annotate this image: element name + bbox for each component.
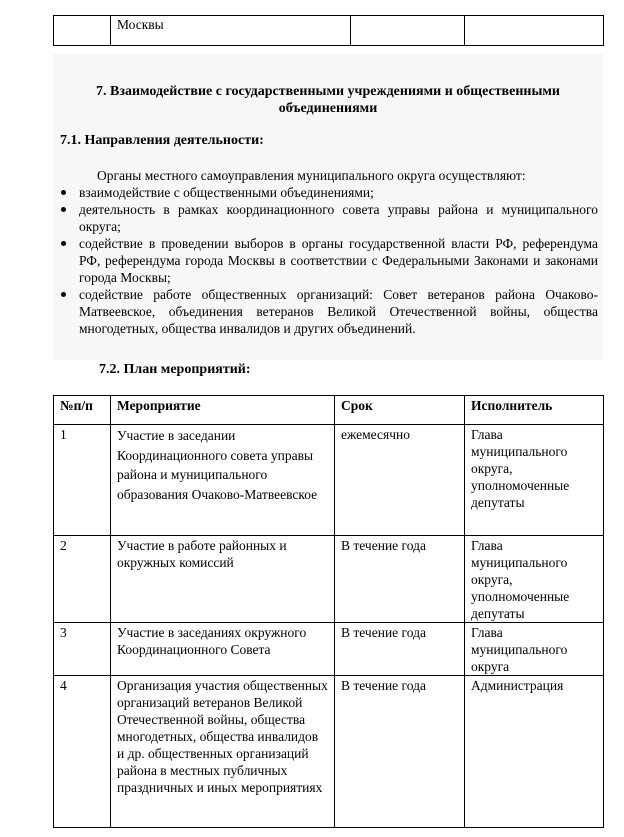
row-executor: Администрация [465,676,604,828]
bullet-icon [61,190,66,195]
activity-list [60,184,598,337]
list-item-text: содействие работе общественных организаций: Совет ветеранов района Очаково-Матвеевское, объединения ветеранов Великой Отечественной войны, общества многодетных, общества инвалидов и других объединений. [79,287,598,336]
plan-table [53,395,604,828]
row-number: 1 [54,425,111,536]
column-header-executor: Исполнитель [465,396,604,425]
list-item [60,286,598,337]
row-term: В течение года [335,536,465,623]
list-item-text: взаимодействие с общественными объединениями; [79,185,374,200]
previous-table-fragment [53,15,604,46]
list-item [60,235,598,286]
row-term: В течение года [335,676,465,828]
table-row [54,16,604,46]
table-row [54,425,604,536]
table-cell [465,16,604,46]
section-title: 7. Взаимодействие с государственными учреждениями и общественными объединениями [96,84,560,116]
column-header-number: №п/п [54,396,111,425]
column-header-term: Срок [335,396,465,425]
table-cell: Москвы [111,16,351,46]
table-header-row [54,396,604,425]
intro-paragraph: Органы местного самоуправления муниципального округа осуществляют: [97,168,526,183]
row-event: Участие в заседании Координационного совета управы района и муниципального образования Очаково-Матвеевское [111,425,335,536]
table-row [54,676,604,828]
row-executor: Глава муниципального округа [465,623,604,676]
row-term: В течение года [335,623,465,676]
table-cell [351,16,465,46]
list-item [60,184,598,201]
bullet-icon [61,207,66,212]
subsection-title: 7.1. Направления деятельности: [60,133,264,148]
row-event: Участие в работе районных и окружных комиссий [111,536,335,623]
row-number: 4 [54,676,111,828]
row-executor: Глава муниципального округа, уполномоченные депутаты [465,425,604,536]
row-event: Участие в заседаниях окружного Координационного Совета [111,623,335,676]
row-event: Организация участия общественных организаций ветеранов Великой Отечественной войны, общества многодетных, общества инвалидов и др. общественных организаций района в местных публичных праздничных и иных мероприятиях [111,676,335,828]
row-executor: Глава муниципального округа, уполномоченные депутаты [465,536,604,623]
bullet-icon [61,241,66,246]
row-number: 2 [54,536,111,623]
column-header-event: Мероприятие [111,396,335,425]
row-number: 3 [54,623,111,676]
plan-title: 7.2. План мероприятий: [99,362,251,377]
table-cell [54,16,111,46]
table-row [54,536,604,623]
bullet-icon [61,292,66,297]
row-term: ежемесячно [335,425,465,536]
list-item-text: деятельность в рамках координационного совета управы района и муниципального округа; [79,202,598,234]
list-item-text: содействие в проведении выборов в органы государственной власти РФ, референдума РФ, референдума города Москвы в соответствии с Федеральными Законами и законами города Москвы; [79,236,598,285]
table-row [54,623,604,676]
list-item [60,201,598,235]
